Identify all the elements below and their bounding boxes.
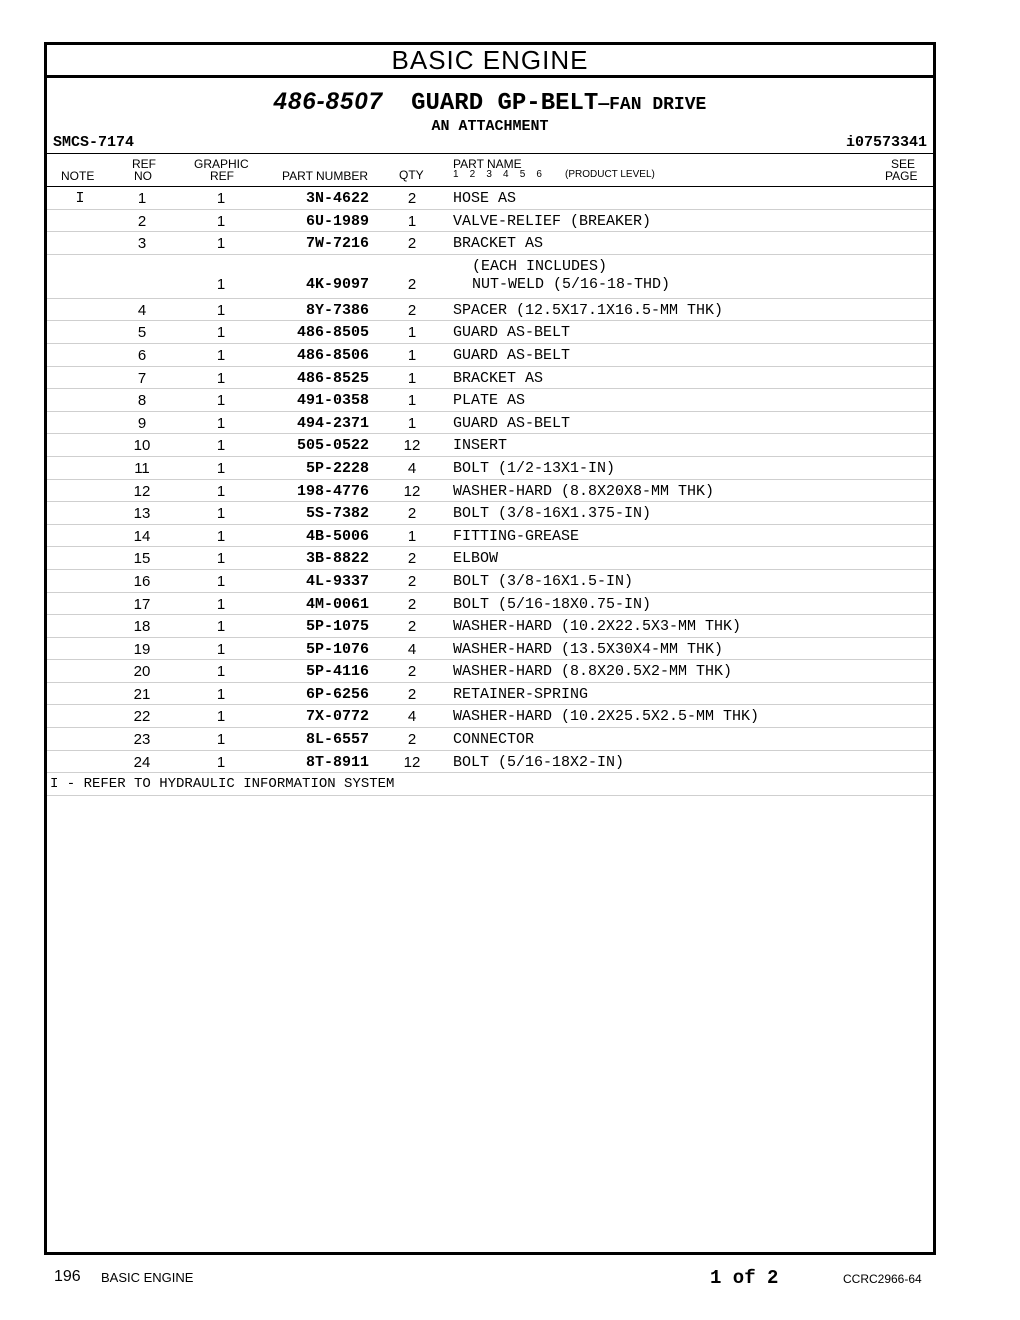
part-name-cell: BOLT (5/16-18X0.75-IN) <box>453 595 652 613</box>
part-number-cell: 8L-6557 <box>305 731 369 749</box>
qty-cell: 1 <box>407 369 417 387</box>
table-row <box>47 547 933 570</box>
footnote: I - REFER TO HYDRAULIC INFORMATION SYSTEM <box>47 773 933 796</box>
table-row <box>47 660 933 683</box>
part-number-cell: 5P-2228 <box>305 459 369 477</box>
part-name-cell: WASHER-HARD (8.8X20.5X2-MM THK) <box>453 663 733 681</box>
ref-no-cell: 7 <box>137 369 147 387</box>
table-row <box>47 525 933 548</box>
ref-no-cell: 3 <box>137 235 147 253</box>
part-number-cell: 6P-6256 <box>305 685 369 703</box>
part-name-cell: (EACH INCLUDES) <box>472 257 608 275</box>
group-number: 486-8507 <box>273 88 384 115</box>
table-row <box>47 570 933 593</box>
part-number-cell: 198-4776 <box>296 482 369 500</box>
qty-cell: 4 <box>407 640 417 658</box>
footer-code: CCRC2966-64 <box>843 1272 922 1286</box>
graphic-ref-cell: 1 <box>216 369 226 387</box>
group-name: GUARD GP-BELT <box>411 90 599 117</box>
col-part-number: PART NUMBER <box>282 169 369 183</box>
ref-no-cell: 9 <box>137 414 147 432</box>
qty-cell: 1 <box>407 324 417 342</box>
ref-no-cell: 18 <box>133 618 151 636</box>
part-number-cell: 3N-4622 <box>305 190 369 207</box>
qty-cell: 2 <box>407 190 417 207</box>
ref-no-cell: 12 <box>133 482 151 500</box>
part-name-cell: CONNECTOR <box>453 731 535 749</box>
group-subtitle: AN ATTACHMENT <box>431 118 549 135</box>
qty-cell: 2 <box>407 731 417 749</box>
part-name-cell: PLATE AS <box>453 392 526 410</box>
ref-no-cell: 10 <box>133 437 151 455</box>
col-qty: QTY <box>399 168 424 182</box>
part-number-cell: 5P-4116 <box>305 663 369 681</box>
qty-cell: 4 <box>407 459 417 477</box>
graphic-ref-cell: 1 <box>216 235 226 253</box>
part-name-cell: WASHER-HARD (13.5X30X4-MM THK) <box>453 640 724 658</box>
part-number-cell: 7X-0772 <box>305 708 369 726</box>
table-row <box>47 751 933 774</box>
part-name-cell: GUARD AS-BELT <box>453 346 571 364</box>
graphic-ref-cell: 1 <box>216 572 226 590</box>
graphic-ref-cell: 1 <box>216 482 226 500</box>
part-number-cell: 486-8506 <box>296 346 369 364</box>
part-name-cell: WASHER-HARD (8.8X20X8-MM THK) <box>453 482 715 500</box>
graphic-ref-cell: 1 <box>216 595 226 613</box>
table-row <box>47 210 933 233</box>
qty-cell: 2 <box>407 505 417 523</box>
graphic-ref-cell: 1 <box>216 346 226 364</box>
table-row <box>47 389 933 412</box>
graphic-ref-cell: 1 <box>216 708 226 726</box>
part-number-cell: 6U-1989 <box>305 212 369 230</box>
part-number-cell: 491-0358 <box>296 392 369 410</box>
ref-no-cell: 19 <box>133 640 151 658</box>
part-number-cell: 486-8525 <box>296 369 369 387</box>
qty-cell: 1 <box>407 414 417 432</box>
ref-no-cell: 23 <box>133 731 151 749</box>
ref-no-cell: 15 <box>133 550 151 568</box>
graphic-ref-cell: 1 <box>216 301 226 319</box>
page-frame <box>44 42 936 1255</box>
col-see-top: SEE <box>891 157 916 171</box>
qty-cell: 2 <box>407 550 417 568</box>
qty-cell: 1 <box>407 346 417 364</box>
graphic-ref-cell: 1 <box>216 527 226 545</box>
part-number-cell: 486-8505 <box>296 324 369 342</box>
part-name-cell: ELBOW <box>453 550 499 568</box>
graphic-ref-cell: 1 <box>216 685 226 703</box>
ref-no-cell: 17 <box>133 595 151 613</box>
col-see-bottom: PAGE <box>885 169 918 183</box>
part-number-cell: 5S-7382 <box>305 505 369 523</box>
ref-no-cell: 6 <box>137 346 147 364</box>
part-number-cell: 4B-5006 <box>305 527 369 545</box>
table-row <box>47 457 933 480</box>
qty-cell: 12 <box>403 753 421 771</box>
table-row <box>47 615 933 638</box>
ref-no-cell: 13 <box>133 505 151 523</box>
graphic-ref-cell: 1 <box>216 437 226 455</box>
graphic-ref-cell: 1 <box>216 731 226 749</box>
qty-cell: 2 <box>407 618 417 636</box>
col-part-name: PART NAME <box>453 157 522 171</box>
footer-sheet: 1 of 2 <box>710 1267 779 1289</box>
ref-no-cell: 11 <box>134 459 150 477</box>
qty-cell: 1 <box>407 212 417 230</box>
graphic-ref-cell: 1 <box>216 275 226 293</box>
part-name-cell: FITTING-GREASE <box>453 527 580 545</box>
smcs-code: SMCS-7174 <box>53 134 135 151</box>
part-name-cell: WASHER-HARD (10.2X22.5X3-MM THK) <box>453 618 742 636</box>
graphic-ref-cell: 1 <box>216 663 226 681</box>
qty-cell: 12 <box>403 437 421 455</box>
graphic-ref-cell: 1 <box>216 753 226 771</box>
graphic-ref-cell: 1 <box>216 618 226 636</box>
part-name-cell: NUT-WELD (5/16-18-THD) <box>472 275 671 293</box>
part-number-cell: 494-2371 <box>296 414 369 432</box>
graphic-ref-cell: 1 <box>216 505 226 523</box>
part-name-cell: INSERT <box>453 437 508 455</box>
ref-no-cell: 2 <box>137 212 147 230</box>
part-number-cell: 7W-7216 <box>305 235 369 253</box>
group-header <box>47 78 933 154</box>
table-row <box>47 299 933 322</box>
part-number-cell: 4K-9097 <box>305 275 369 293</box>
graphic-ref-cell: 1 <box>216 640 226 658</box>
part-number-cell: 8Y-7386 <box>305 301 369 319</box>
qty-cell: 2 <box>407 572 417 590</box>
footer-section: BASIC ENGINE <box>101 1270 194 1285</box>
column-header <box>47 154 933 187</box>
footer-page-number: 196 <box>54 1268 81 1285</box>
ref-no-cell: 5 <box>137 324 147 342</box>
part-number-cell: 505-0522 <box>296 437 369 455</box>
part-name-cell: BRACKET AS <box>453 235 544 253</box>
qty-cell: 1 <box>407 527 417 545</box>
part-number-cell: 8T-8911 <box>305 753 369 771</box>
parts-table <box>47 187 933 773</box>
qty-cell: 1 <box>407 392 417 410</box>
graphic-ref-cell: 1 <box>216 414 226 432</box>
col-graphic-top: GRAPHIC <box>194 157 249 171</box>
graphic-ref-cell: 1 <box>216 324 226 342</box>
table-row <box>47 705 933 728</box>
table-row <box>47 344 933 367</box>
ref-no-cell: 1 <box>137 190 147 207</box>
col-ref-top: REF <box>132 157 156 171</box>
part-number-cell: 5P-1076 <box>305 640 369 658</box>
section-title: BASIC ENGINE <box>47 45 933 78</box>
part-name-cell: BOLT (5/16-18X2-IN) <box>453 753 625 771</box>
part-number-cell: 4L-9337 <box>305 572 369 590</box>
ref-no-cell: 8 <box>137 392 147 410</box>
qty-cell: 2 <box>407 595 417 613</box>
part-name-cell: GUARD AS-BELT <box>453 414 571 432</box>
note-cell: I <box>75 190 85 207</box>
qty-cell: 4 <box>407 708 417 726</box>
graphic-ref-cell: 1 <box>216 212 226 230</box>
ref-no-cell: 20 <box>133 663 151 681</box>
group-title-line <box>47 88 933 117</box>
table-row <box>47 728 933 751</box>
table-row <box>47 683 933 706</box>
col-product-levels: 1 2 3 4 5 6 <box>453 169 542 180</box>
table-row <box>47 321 933 344</box>
qty-cell: 12 <box>403 482 421 500</box>
illustration-id: i07573341 <box>845 134 927 151</box>
part-name-cell: VALVE-RELIEF (BREAKER) <box>453 212 652 230</box>
graphic-ref-cell: 1 <box>216 392 226 410</box>
graphic-ref-cell: 1 <box>216 459 226 477</box>
ref-no-cell: 24 <box>133 753 151 771</box>
col-product-level-label: (PRODUCT LEVEL) <box>565 169 655 180</box>
part-name-cell: HOSE AS <box>453 190 517 207</box>
col-graphic-bottom: REF <box>210 169 234 183</box>
ref-no-cell: 14 <box>133 527 151 545</box>
part-name-cell: RETAINER-SPRING <box>453 685 589 703</box>
graphic-ref-cell: 1 <box>216 550 226 568</box>
part-name-cell: BOLT (1/2-13X1-IN) <box>453 459 616 477</box>
table-row <box>47 187 933 210</box>
ref-no-cell: 4 <box>137 301 147 319</box>
col-note: NOTE <box>61 169 95 183</box>
qty-cell: 2 <box>407 235 417 253</box>
qty-cell: 2 <box>407 685 417 703</box>
col-ref-bottom: NO <box>134 169 152 183</box>
part-name-cell: GUARD AS-BELT <box>453 324 571 342</box>
qty-cell: 2 <box>407 301 417 319</box>
ref-no-cell: 21 <box>133 685 151 703</box>
ref-no-cell: 22 <box>133 708 151 726</box>
graphic-ref-cell: 1 <box>216 190 226 207</box>
ref-no-cell: 16 <box>133 572 151 590</box>
part-number-cell: 5P-1075 <box>305 618 369 636</box>
part-name-cell: BOLT (3/8-16X1.5-IN) <box>453 572 634 590</box>
part-name-cell: BOLT (3/8-16X1.375-IN) <box>453 505 652 523</box>
part-number-cell: 4M-0061 <box>305 595 369 613</box>
qty-cell: 2 <box>407 275 417 293</box>
part-number-cell: 3B-8822 <box>305 550 369 568</box>
table-row <box>47 412 933 435</box>
table-row <box>47 593 933 616</box>
qty-cell: 2 <box>407 663 417 681</box>
table-row <box>47 434 933 457</box>
table-row <box>47 480 933 503</box>
part-name-cell: WASHER-HARD (10.2X25.5X2.5-MM THK) <box>453 708 760 726</box>
table-row <box>47 502 933 525</box>
table-row <box>47 367 933 390</box>
table-row <box>47 255 933 299</box>
group-name-suffix: —FAN DRIVE <box>598 95 707 115</box>
part-name-cell: SPACER (12.5X17.1X16.5-MM THK) <box>453 301 724 319</box>
table-row <box>47 232 933 255</box>
table-row <box>47 638 933 661</box>
part-name-cell: BRACKET AS <box>453 369 544 387</box>
